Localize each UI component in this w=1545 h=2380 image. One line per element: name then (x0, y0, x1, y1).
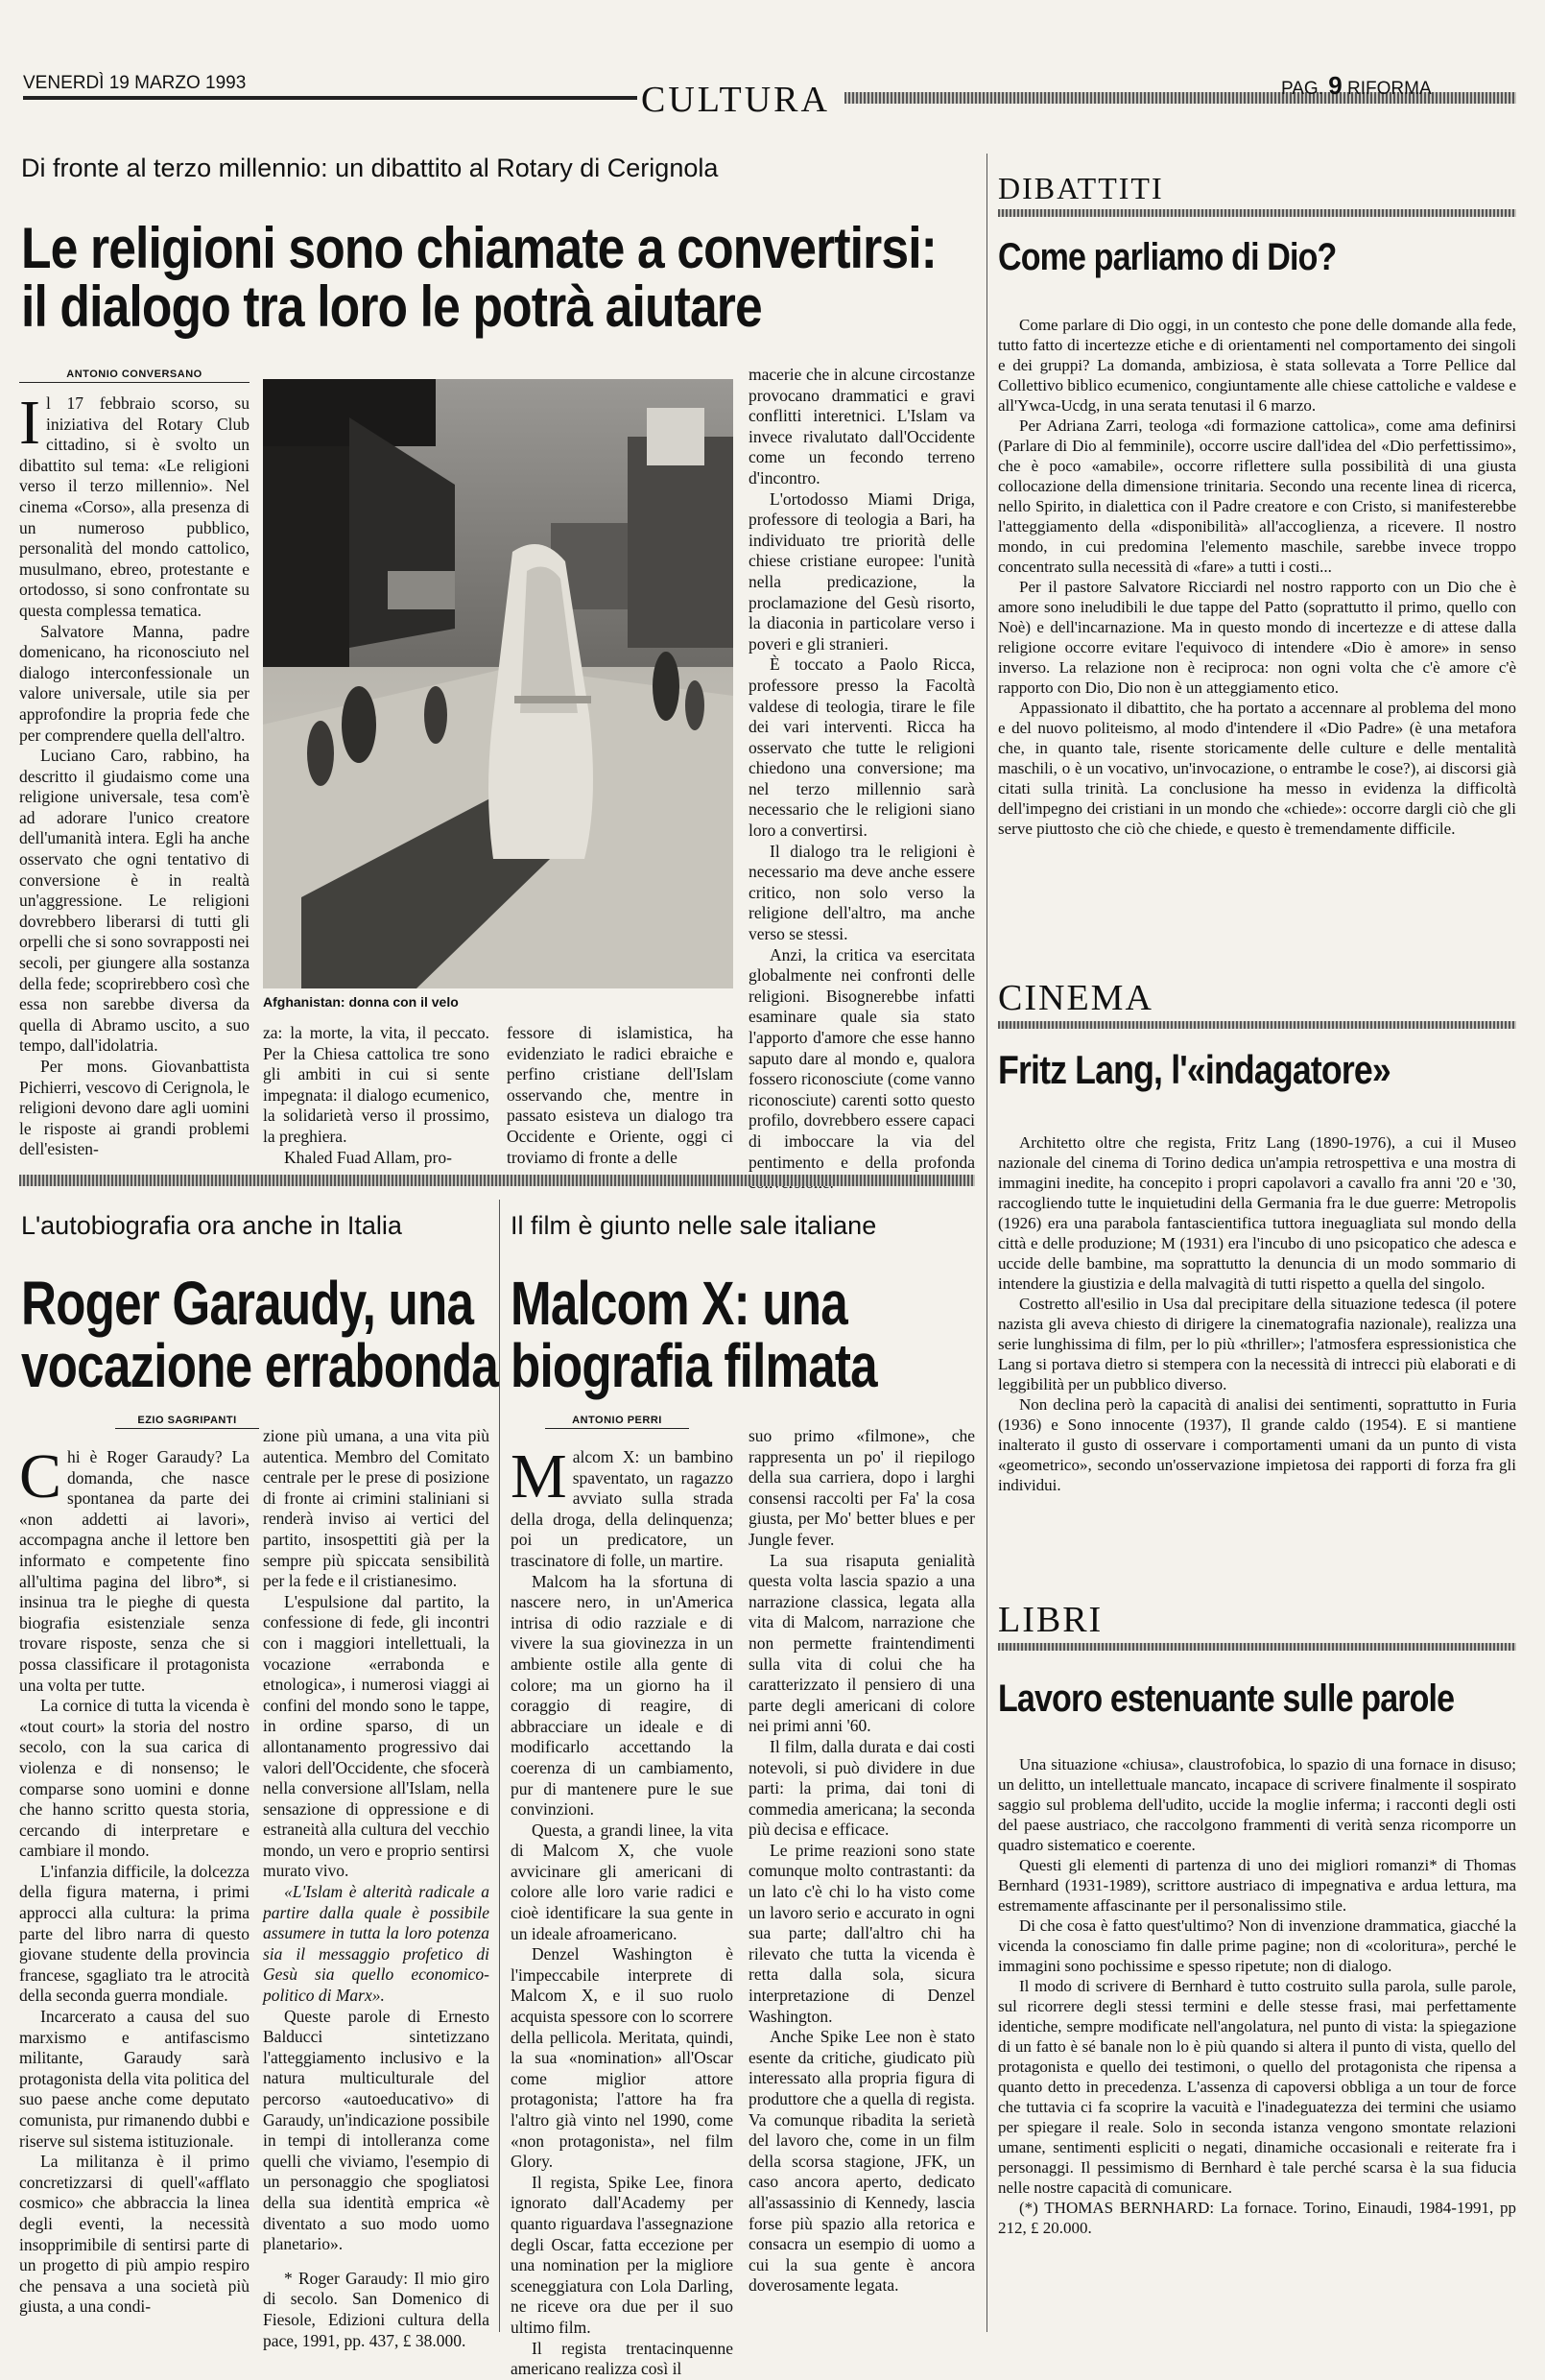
article1-paragraph: za: la morte, la vita, il peccato. Per la Chiesa cattolica tre sono gli ambiti in cui si sente impegnata: il dialogo ecumenico, la solidarietà verso il prossimo, la preghiera. (263, 1023, 489, 1146)
article2-dropcap: C (19, 1441, 62, 1511)
article1-col2 (263, 1023, 489, 1167)
article3-paragraph: suo primo «filmone», che rappresenta un po' il riepilogo della sua carriera, dopo i larghi consensi raccolti per Fa' la cosa giusta, per Mo' better blues e per Jungle fever. (749, 1426, 975, 1549)
dibattiti-paragraph: Appassionato il dibattito, che ha portato a accennare al problema del mono e del nuovo politeismo, al modo d'intendere il «Dio Padre» (è una metafora che, in quanto tale, risente storicamente delle culture e delle mentalità maschili, o è un vocativo, un'invocazione, o entrambe le cose?), ai discorsi già citati sulla trinità. La conclusione ha messo in evidenza la difficoltà dell'impegno dei cristiani in un mondo che «chiede»: occorre dargli ciò che gli serve piuttosto che ciò che chiede, e questo è tremendamente difficile. (998, 699, 1516, 838)
article2-headline (21, 1269, 498, 1401)
article1-byline: ANTONIO CONVERSANO (19, 369, 250, 383)
article2-paragraph: zione più umana, a una vita più autentica. Membro del Comitato centrale per le prese di posizione di fronte ai crimini staliniani si renderà inviso ai vertici del partito, insospettiti già per la sempre più spiccata sensibilità per la fede e il cristianesimo. (263, 1426, 489, 1591)
dibattiti-headline: Come parliamo di Dio? (998, 236, 1337, 278)
dibattiti-paragraph: Come parlare di Dio oggi, in un contesto che pone delle domande alla fede, tutto fatto di incertezze etiche e di orientamenti nel comportamento dei singoli e dei gruppi? La domanda, ambiziosa, è stata sollevata a Torre Pellice dal Collettivo biblico ecumenico, congiuntamente alle chiese cattoliche e valdese e all'Ywca-Ucdg, in una serata tenutasi il 6 marzo. (998, 316, 1516, 415)
libri-paragraph: Il modo di scrivere di Bernhard è tutto costruito sulla parola, sulle parole, sul ricorrere degli stessi termini e delle stesse frasi, mai perfettamente identiche, sempre modificate nell'angolatura, nel punto di vista: la spiegazione di un fatto è sé banale non lo è più quando si altera il punto di vista, quello del protagonista e quello dei testimoni, o quello del protagonista che ripensa a quanto detto in precedenza. L'assenza di capoversi obbliga a un tour de force che tuttavia ci fa scoprire la vacuità e l'inadeguatezza dei termini che usiamo per spiegare il reale. Solo in seconda istanza vengono smontate relazioni umane, sentimenti espliciti o negati, dinamiche occasionali e reiterate fra i personaggi. Il pessimismo di Bernhard è tale perché scarsa è la sua fiducia nelle nostre capacità di comunicare. (998, 1977, 1516, 2197)
article1-paragraph: Luciano Caro, rabbino, ha descritto il giudaismo come una religione universale, tesa com'è ad adorare l'unico creatore dell'umanità intera. Egli ha anche osservato che ogni tentativo di conversione è in realtà un'aggressione. Le religioni dovrebbero liberarsi di tutti gli orpelli che si sono sovrapposti nei secoli, per giungere alla sostanza della fede; scoprirebbero così che essa non sarebbe diversa da quella di Abramo uscito, a suo tempo, dall'idolatria. (19, 746, 250, 1056)
article2-headline-line2: vocazione errabonda (21, 1331, 498, 1401)
libri-paragraph: Una situazione «chiusa», claustrofobica, lo spazio di una fornace in disuso; un delitto, un intellettuale mancato, incapace di scrivere finalmente il sospirato saggio sul problema dell'udito, uccide la moglie inferma; i racconti degli osti del paese austriaco, che raccolgono frammenti di verità senza ricomporre un quadro sistematico e coerente. (998, 1755, 1516, 1854)
dibattiti-paragraph: Per Adriana Zarri, teologa «di formazione cattolica», come ama definirsi (Parlare di Dio al femminile), occorre uscire dall'idea del «Dio perfettissimo», che è poco «amabile», occorre riflettere sulla possibilità di una giusta collocazione della dimensione trinitaria. Secondo una recente linea di ricerca, nello Spirito, in dialettica con il Padre creatore e con Cristo, si manifesterebbe l'atteggiamento della «disponibilità» all'accoglienza, a ricevere. Il nostro mondo, in cui predomina l'elemento maschile, sarebbe invece troppo concentrato sulla necessità di «fare» a tutti i costi... (998, 416, 1516, 576)
dibattiti-paragraph: Per il pastore Salvatore Ricciardi nel nostro rapporto con un Dio che è amore sono ineludibili le due tappe del Patto (soprattutto il primo, quello con Noè) e dell'incarnazione. Ma in questo mondo di incertezze e di attese dalla religione occorre evitare l'equivoco di intendere «Dio è amore» in senso inverso. La relazione non è reciproca: non ogni volta che c'è amore c'è rapporto con Dio, Dio non è un atteggiamento etico. (998, 578, 1516, 697)
article3-headline (511, 1269, 877, 1401)
article3-paragraph: Le prime reazioni sono state comunque molto contrastanti: da un lato c'è chi lo ha visto come un lavoro serio e accurato in ogni sua parte; dall'altro chi ha rilevato che tutta la vicenda è retta dalla sola, sicura interpretazione di Denzel Washington. (749, 1840, 975, 2026)
photo-caption: Afghanistan: donna con il velo (263, 994, 459, 1010)
article2-col1 (19, 1441, 250, 2330)
cinema-body (998, 1132, 1516, 1583)
article3-paragraph: Questa, a grandi linee, la vita di Malcom X, che vuole avvicinare gli americani di colore alle loro varie radici e cioè identificare la sua gente in un ideale afroamericano. (511, 1820, 733, 1943)
article3-byline: ANTONIO PERRI (545, 1415, 689, 1429)
paper-name: RIFORMA (1347, 79, 1432, 99)
sidebar-divider (986, 154, 987, 2332)
article3-paragraph: Denzel Washington è l'impeccabile interprete di Malcom X, e il suo ruolo acquista spessore con lo scorrere della pellicola. Meritata, quindi, la sua «nomination» all'Oscar come miglior attore protagonista; l'attore ha fra l'altro già vinto nel 1990, come «non protagonista», nel film Glory. (511, 1944, 733, 2172)
article1-dropcap: I (19, 388, 40, 458)
article3-col1 (511, 1441, 733, 2379)
article3-paragraph: Malcom ha la sfortuna di nascere nero, in un'America intrisa di odio razziale e di vivere la sua giovinezza in un ambiente ostile alla gente di colore; ma un giorno ha il coraggio di reagire, di abbracciare un ideale e di modificarlo accettando la coerenza di un cambiamento, pur di mantenere pure le sue convinzioni. (511, 1571, 733, 1820)
page-number: 9 (1328, 71, 1343, 100)
article1-headline-line2: il dialogo tra loro le potrà aiutare (21, 274, 762, 340)
libri-paragraph: Questi gli elementi di partenza di uno dei migliori romanzi* di Thomas Bernhard (1931-1989), scrittore austriaco di impegnativa e ardua lettura, ma estremamente affascinante per il personalissimo stile. (998, 1856, 1516, 1915)
article2-paragraph: hi è Roger Garaudy? La domanda, che nasce spontanea da parte dei «non addetti ai lavori», accompagna anche il lettore ben informato e competente fino all'ultima pagina del libro*, si insinua tra le pieghe di questa biografia esistenziale senza trovare risposte, senza che si possa classificare il protagonista una volta per tutte. (19, 1447, 250, 1695)
article1-paragraph: Khaled Fuad Allam, pro- (284, 1147, 452, 1167)
libri-footnote: (*) THOMAS BERNHARD: La fornace. Torino, Einaudi, 1984-1991, pp 212, £ 20.000. (998, 2199, 1516, 2237)
article2-paragraph: La cornice di tutta la vicenda è «tout court» la storia del nostro secolo, con la sua carica di violenza e di nonsenso; le comparse sono uomini e donne che hanno scritto questa storia, cercando di interpretare e cambiare il mondo. (19, 1696, 250, 1861)
dibattiti-body (998, 315, 1516, 977)
libri-paragraph: Di che cosa è fatto quest'ultimo? Non di invenzione drammatica, giacché la vicenda la conosciamo fin dalle prime pagine; non di «coloritura», perché le immagini sono pochissime e spesso ripetute; non di dialogo. (998, 1916, 1516, 1975)
article1-paragraph: Il dialogo tra le religioni è necessario ma deve anche essere critico, non solo verso la religione dell'altro, ma anche verso se stessi. (749, 841, 975, 944)
article1-kicker: Di fronte al terzo millennio: un dibattito al Rotary di Cerignola (21, 154, 719, 182)
article3-headline-line2: biografia filmata (511, 1331, 877, 1401)
article1-col1 (19, 388, 250, 1159)
article3-paragraph: La sua risaputa genialità questa volta lascia spazio a una narrazione classica, legata alla vita di Malcom, narrazione che non permette fraintendimenti sulla vita di colui che ha caratterizzato il pensiero di una parte degli americani di colore nei primi anni '60. (749, 1550, 975, 1736)
afghanistan-photo (263, 379, 733, 988)
article3-paragraph: Il regista, Spike Lee, finora ignorato dall'Academy per quanto riguardava l'assegnazione degli Oscar, fatta eccezione per una nomination per la migliore sceneggiatura con Lola Darling, ne riceve ora due per il suo ultimo film. (511, 2172, 733, 2337)
article-divider (499, 1200, 500, 2332)
header-rule-left (23, 96, 637, 100)
page-label: PAG. (1281, 79, 1323, 99)
article1-col3 (507, 1023, 733, 1167)
article2-quote (263, 1882, 489, 2007)
article3-paragraph: Anche Spike Lee non è stato esente da critiche, giudicato più interessato alla propria figura di produttore che a quella di regista. Va comunque ribadita la serietà del lavoro che, come in un film della scorsa stagione, JFK, un caso ancora aperto, dedicato all'assassinio di Kennedy, lascia forse più spazio alla retorica e consacra un esempio di uomo a cui la sua gente è ancora doverosamente legata. (749, 2027, 975, 2296)
article2-col2 (263, 1426, 489, 2350)
article1-col4 (749, 365, 975, 1172)
article3-col2 (749, 1426, 975, 2330)
cinema-paragraph: Architetto oltre che regista, Fritz Lang (1890-1976), a cui il Museo nazionale del cinema di Torino dedica un'ampia retrospettiva e una mostra di immagini inedite, ha concepito i propri capolavori a cavallo fra anni '20 e '30, raccogliendo tutte le inquietudini della Germania fra le due guerre: Metropolis (1926) era una parabola fantascientifica tuttora ineguagliata sul mondo della città e delle produzione; M (1931) era l'incubo di uno psicopatico che adesca e uccide delle bambine, ma soprattutto la denuncia di un modo sommario di intendere la giustizia e della malvagità di tutti rispetto a quella del singolo. (998, 1133, 1516, 1293)
cinema-headline: Fritz Lang, l'«indagatore» (998, 1047, 1390, 1092)
article3-paragraph: Il film, dalla durata e dai costi notevoli, si può dividere in due parti: la prima, dai toni di commedia americana; la seconda più decisa e efficace. (749, 1736, 975, 1840)
article2-kicker: L'autobiografia ora anche in Italia (21, 1211, 402, 1240)
article2-paragraph: Incarcerato a causa del suo marxismo e antifascismo militante, Garaudy sarà protagonista della vita politica del suo paese anche come deputato comunista, pur rimanendo dubbi e riserve sul sistema istituzionale. (19, 2007, 250, 2151)
article3-headline-line1: Malcom X: una (511, 1269, 847, 1338)
article2-headline-line1: Roger Garaudy, una (21, 1269, 474, 1338)
dibattiti-rule (998, 209, 1516, 217)
article2-byline: EZIO SAGRIPANTI (115, 1415, 259, 1429)
article1-paragraph: l 17 febbraio scorso, su iniziativa del Rotary Club cittadino, si è svolto un dibattito sul tema: «Le religioni verso il terzo millennio». Nel cinema «Corso», alla presenza di un numeroso pubblico, personalità del mondo cattolico, musulmano, ebreo, protestante e ortodosso, si sono confrontate su questa complessa tematica. (19, 393, 250, 620)
cinema-paragraph: Costretto all'esilio in Usa dal precipitare della situazione tedesca (il potere nazista gli aveva chiesto di dirigere la cinematografia nazionale), realizza una serie lunghissima di film, per lo più «thriller»; l'atmosfera espressionistica che Lang si portava dietro si stempera con la necessità di intrecci più elaborati e di leggibilità per un pubblico diverso. (998, 1295, 1516, 1393)
article3-kicker: Il film è giunto nelle sale italiane (511, 1211, 877, 1240)
article3-paragraph: Il regista trentacinquenne americano realizza così il (511, 2338, 733, 2379)
libri-rule (998, 1643, 1516, 1651)
article2-paragraph: La militanza è il primo concretizzarsi di quell'«afflato cosmico» che abbraccia la linea degli eventi, la necessità insopprimibile di sentirsi parte di un progetto di più ampio respiro che pensava a una società più giusta, a una condi- (19, 2152, 250, 2317)
libri-label: LIBRI (998, 1600, 1104, 1640)
article3-dropcap: M (511, 1441, 567, 1511)
cinema-label: CINEMA (998, 978, 1153, 1018)
article1-paragraph: L'ortodosso Miami Driga, professore di teologia a Bari, ha individuato tre priorità delle chiese cristiane europee: l'unità nella predicazione, la proclamazione del Gesù risorto, la diaconia in particolare verso i poveri e gli stranieri. (749, 488, 975, 654)
section-title: CULTURA (641, 80, 830, 120)
article1-paragraph: macerie che in alcune circostanze provocano drammatici e gravi conflitti interetnici. L'Islam va invece rivalutato dall'Occidente come un fecondo terreno d'incontro. (749, 365, 975, 488)
article1-paragraph: Per mons. Giovanbattista Pichierri, vescovo di Cerignola, le religioni devono dare agli uomini le risposte ai grandi problemi dell'esisten- (19, 1057, 250, 1159)
libri-headline: Lavoro estenuante sulle parole (998, 1678, 1455, 1720)
article2-footnote: * Roger Garaudy: Il mio giro di secolo. San Domenico di Fiesole, Edizioni cultura della pace, 1991, pp. 437, £ 38.000. (263, 2268, 489, 2350)
article1-paragraph: Anzi, la critica va esercitata globalmente nei confronti delle religioni. Bisognerebbe infatti esaminare quale sia stato l'apporto d'amore che esse hanno saputo dare al mondo e, qualora fossero riconosciute (come vanno riconosciute) carenti sotto questo profilo, dovrebbero essere capaci di imboccare la via del pentimento e della profonda (749, 944, 975, 1172)
article1-paragraph: Salvatore Manna, padre domenicano, ha riconosciuto nel dialogo interconfessionale un valore universale, utile sia per approfondire la propria fede che per comprendere quella dell'altro. (19, 621, 250, 745)
cinema-paragraph: Non declina però la capacità di analisi dei sentimenti, soprattutto in Furia (1936) e Sono innocente (1937), Il grande caldo (1954). E si mantiene inalterato il gusto di osservare i comportamenti umani da un punto di vista «geometrico», secondo un'osservazione impietosa dei rapporti di forza fra gli individui. (998, 1395, 1516, 1494)
libri-body (998, 1754, 1516, 2344)
article1-paragraph: fessore di islamistica, ha evidenziato le radici ebraiche e perfino cristiane dell'Islam osservando che, mentre in passato esisteva un dialogo tra Occidente e Oriente, oggi ci troviamo di fronte a delle (507, 1023, 733, 1167)
issue-date: VENERDÌ 19 MARZO 1993 (23, 73, 247, 93)
article2-paragraph: L'infanzia difficile, la dolcezza della figura materna, i primi approcci alla cultura: la prima parte del libro narra di questo giovane studente della provincia francese, sgagliato tra le atrocità della seconda guerra mondiale. (19, 1861, 250, 2006)
cinema-rule (998, 1021, 1516, 1029)
article2-quote-text: «L'Islam è alterità radicale a partire dalla quale è possibile assumere in tutta la loro potenza sia il messaggio profetico di Gesù sia quello economico-politico di Marx». (263, 1882, 489, 2006)
article1-headline-line1: Le religioni sono chiamate a convertirsi: (21, 216, 938, 280)
article1-headline (21, 216, 938, 340)
article3-paragraph: alcom X: un bambino spaventato, un ragazzo avviato sulla strada della droga, della delinquenza; poi un predicatore, un trascinatore di folle, un martire. (511, 1447, 733, 1570)
page-indicator (1281, 71, 1432, 101)
article2-paragraph: L'espulsione dal partito, la confessione di fede, gli incontri con i maggiori intellettuali, la vocazione «errabonda e etnologica», i numerosi viaggi ai confini del mondo sono le tappe, in ordine sparso, di un allontanamento progressivo dai valori dell'Occidente, che sfocerà nella conversione all'Islam, nella sensazione di oppressione e di estraneità alla cultura del vecchio mondo, un vero e proprio sentirsi murato vivo. (263, 1591, 489, 1881)
article2-paragraph: Queste parole di Ernesto Balducci sintetizzano l'atteggiamento inclusivo e la natura multiculturale del percorso «autoeducativo» di Garaudy, un'indicazione possibile in tempi di intolleranza come quelli che viviamo, l'esempio di un personaggio che spogliatosi della sua identità emprica «è diventato a suo modo uomo planetario». (263, 2006, 489, 2254)
photo-illustration (263, 379, 733, 988)
mid-page-rule (19, 1175, 975, 1186)
article1-paragraph: È toccato a Paolo Ricca, professore presso la Facoltà valdese di teologia, tirare le file dei vari interventi. Ricca ha osservato che tutte le religioni chiedono una conversione; ma nel terzo millennio sarà necessario che le religioni siano loro a convertirsi. (749, 654, 975, 841)
dibattiti-label: DIBATTITI (998, 171, 1164, 205)
